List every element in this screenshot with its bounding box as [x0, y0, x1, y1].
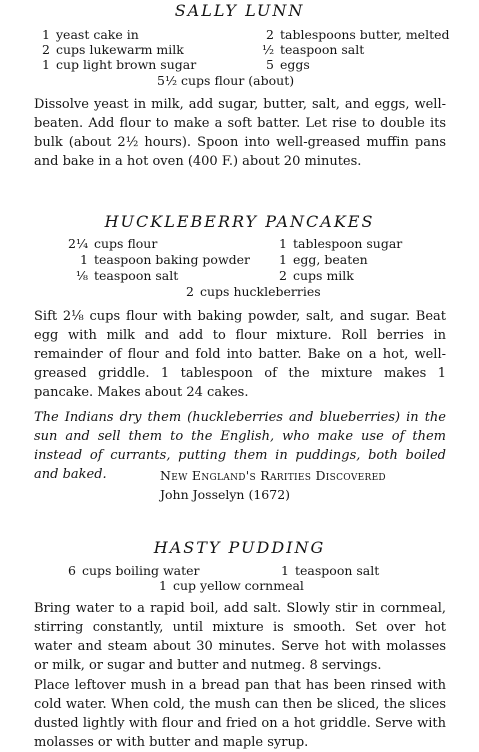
ingredient: 2 tablespoons butter, melted: [266, 27, 450, 42]
ingredient: 1 cup light brown sugar: [42, 57, 197, 72]
ingredient: 2 cups huckleberries: [186, 284, 321, 299]
recipe-title-huckleberry-pancakes: HUCKLEBERRY PANCAKES: [104, 212, 375, 231]
ingredient: 1 egg, beaten: [279, 252, 368, 267]
ingredient: 1 tablespoon sugar: [279, 236, 403, 251]
recipe-title-hasty-pudding: HASTY PUDDING: [153, 538, 326, 557]
ingredient: ⅛ teaspoon salt: [75, 268, 179, 283]
quote-source-title: New England's Rarities Discovered: [160, 468, 386, 483]
ingredient: 2 cups milk: [279, 268, 354, 283]
ingredient: 5½ cups flour (about): [157, 73, 295, 88]
directions: Sift 2⅛ cups flour with baking powder, salt, and sugar. Beat egg with milk and add to flour mixture. Roll berries in remainder of flour and fold into batter. Bake on a hot, well-greased griddle. 1 tablespoon of the mixture makes 1 pancake. Makes about 24 cakes.: [34, 309, 446, 400]
ingredient: 6 cups boiling water: [68, 563, 200, 578]
recipe-title-sally-lunn: SALLY LUNN: [174, 1, 305, 20]
ingredient: 1 teaspoon salt: [281, 563, 380, 578]
directions: Bring water to a rapid boil, add salt. Slowly stir in cornmeal, stirring constantly, until mixture is smooth. Set over hot water and steam about 30 minutes. Serve hot with molasses or milk, or sugar and butter and nutmeg. 8 servings.: [34, 601, 446, 673]
ingredient: 2 cups lukewarm milk: [42, 42, 184, 57]
ingredient: 2¼ cups flour: [68, 236, 158, 251]
ingredient: 5 eggs: [266, 57, 310, 72]
ingredient: 1 teaspoon baking powder: [80, 252, 251, 267]
ingredient: 1 cup yellow cornmeal: [159, 578, 304, 593]
ingredient: ½ teaspoon salt: [262, 42, 365, 57]
historical-quote: The Indians dry them (huckleberries and blueberries) in the sun and sell them to the English, who make use of them instead of currants, putting them in puddings, both boiled and baked.: [34, 410, 446, 482]
directions: Dissolve yeast in milk, add sugar, butter, salt, and eggs, well-beaten. Add flour to make a soft batter. Let rise to double its bulk (about 2½ hours). Spoon into well-greased muffin pans and bake in a hot oven (400 F.) about 20 minutes.: [34, 97, 446, 169]
quote-source-author: John Josselyn (1672): [160, 487, 291, 502]
directions-leftovers: Place leftover mush in a bread pan that has been rinsed with cold water. When cold, the mush can then be sliced, the slices dusted lightly with flour and fried on a hot griddle. Serve with molasses or with butter and maple syrup.: [34, 678, 446, 750]
ingredient: 1 yeast cake in: [42, 27, 139, 42]
